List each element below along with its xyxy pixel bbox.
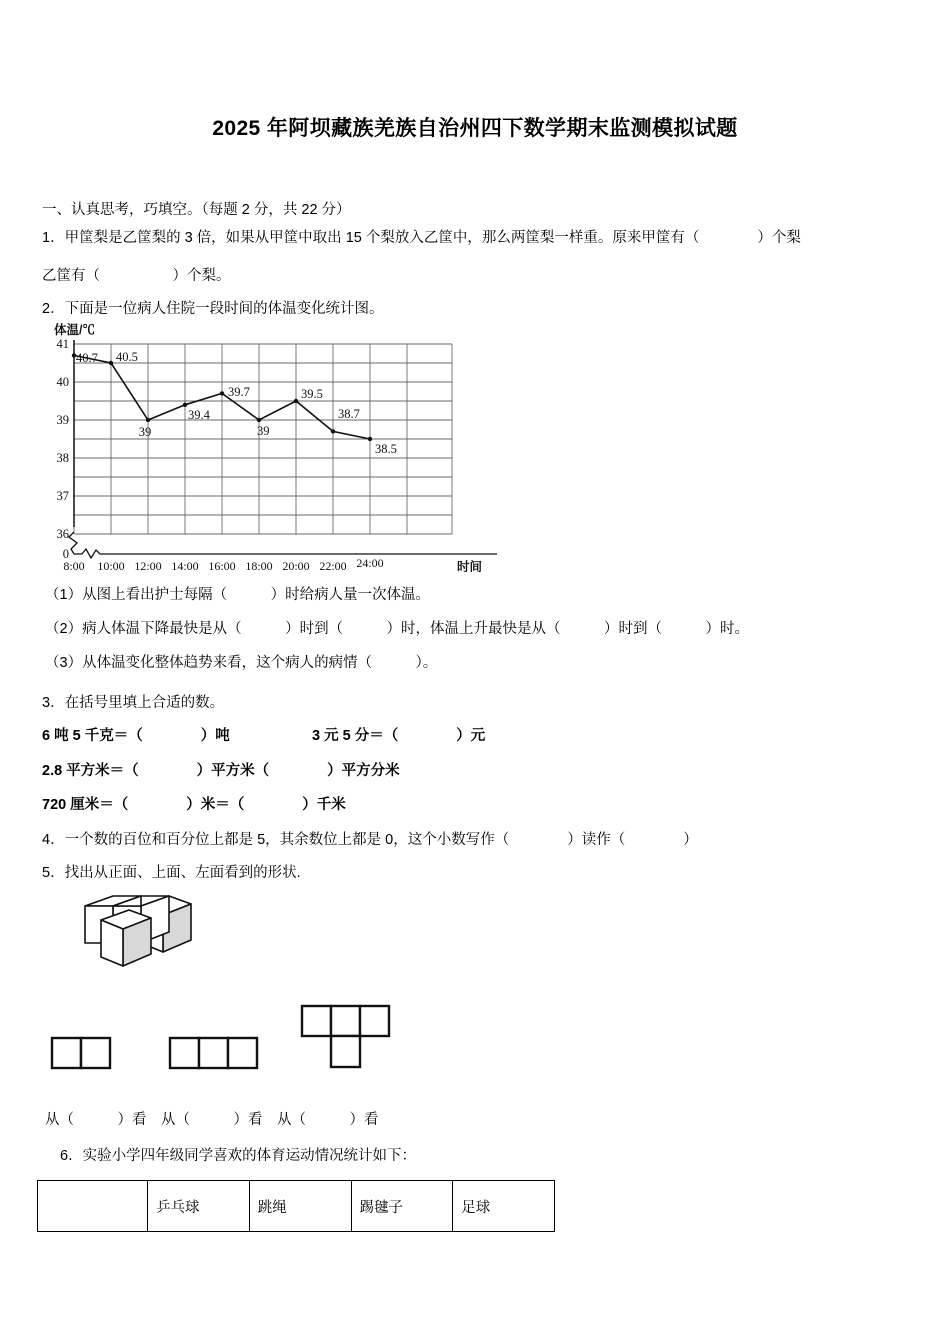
point-label-6: 39.5: [301, 387, 323, 401]
page-title: 2025 年阿坝藏族羌族自治州四下数学期末监测模拟试题: [212, 117, 738, 140]
table-header-pingpong: 乒乓球: [148, 1181, 250, 1232]
point-label-1: 40.5: [116, 350, 138, 364]
question-3-line-1a: 6 吨 5 千克＝（ ）吨: [42, 728, 230, 744]
y-tick-39: 39: [56, 413, 69, 427]
chart-x-tick-labels: [63, 556, 383, 572]
question-4-stem: 4．一个数的百位和百分位上都是 5，其余数位上都是 0，这个小数写作（ ）读作（ ）: [42, 832, 698, 848]
y-tick-38: 38: [56, 451, 69, 465]
sports-statistics-table: [37, 1180, 555, 1232]
x-tick-2: 12:00: [134, 559, 162, 572]
table-header-football: 足球: [453, 1181, 555, 1232]
chart-x-axis: [74, 549, 497, 558]
x-tick-6: 20:00: [282, 559, 310, 572]
x-tick-4: 16:00: [208, 559, 236, 572]
question-3-line-1b: 3 元 5 分＝（ ）元: [312, 728, 486, 744]
point-label-4: 39.7: [228, 385, 250, 399]
view-shape-two-squares: [50, 1036, 112, 1070]
x-tick-3: 14:00: [171, 559, 199, 572]
table-cell-corner: [38, 1181, 148, 1232]
question-3-line-2: 2.8 平方米＝（ ）平方米（ ）平方分米: [42, 763, 400, 779]
table-header-shuttlecock: 踢毽子: [351, 1181, 453, 1232]
point-label-0: 40.7: [76, 351, 98, 365]
point-label-5: 39: [257, 424, 270, 438]
question-2-sub-1: （1）从图上看出护士每隔（ ）时给病人量一次体温。: [45, 587, 431, 603]
temperature-line-chart: [42, 322, 512, 572]
x-tick-7: 22:00: [319, 559, 347, 572]
y-tick-41: 41: [56, 337, 69, 351]
chart-x-axis-title: 时间: [457, 560, 483, 572]
chart-y-axis-title: 体温/℃: [54, 323, 95, 337]
chart-grid: [74, 344, 452, 534]
chart-y-axis: [69, 340, 77, 554]
section-one-heading: 一、认真思考，巧填空。（每题 2 分，共 22 分）: [42, 202, 351, 218]
table-header-jumprope: 跳绳: [249, 1181, 351, 1232]
table-row-header: [38, 1181, 555, 1232]
question-1-line-1: 1．甲筐梨是乙筐梨的 3 倍，如果从甲筐中取出 15 个梨放入乙筐中，那么两筐梨一样重。原来甲筐有（ ）个梨: [42, 230, 801, 246]
y-tick-36: 36: [56, 527, 69, 541]
chart-y-tick-labels: [57, 337, 70, 561]
y-tick-37: 37: [56, 489, 69, 503]
question-1-line-2: 乙筐有（ ）个梨。: [42, 268, 231, 284]
question-3-line-3: 720 厘米＝（ ）米＝（ ）千米: [42, 797, 346, 813]
point-label-7: 38.7: [338, 407, 360, 421]
y-tick-40: 40: [56, 375, 69, 389]
point-label-8: 38.5: [375, 442, 397, 456]
question-5-stem: 5．找出从正面、上面、左面看到的形状.: [42, 865, 301, 881]
x-tick-8: 24:00: [356, 556, 384, 570]
x-tick-5: 18:00: [245, 559, 273, 572]
question-2-stem: 2．下面是一位病人住院一段时间的体温变化统计图。: [42, 301, 384, 317]
point-label-2: 39: [138, 425, 152, 439]
y-tick-0: 0: [62, 547, 69, 561]
question-3-stem: 3．在括号里填上合适的数。: [42, 695, 225, 711]
question-2-sub-3: （3）从体温变化整体趋势来看，这个病人的病情（ ）。: [45, 655, 438, 671]
question-6-stem: 6．实验小学四年级同学喜欢的体育运动情况统计如下：: [60, 1148, 417, 1164]
point-label-3: 39.4: [188, 408, 210, 422]
question-2-sub-2: （2）病人体温下降最快是从（ ）时到（ ）时，体温上升最快是从（ ）时到（ ）时。: [45, 621, 750, 637]
four-cube-solid-figure: [55, 888, 205, 984]
question-5-answer-line: 从（ ）看 从（ ）看 从（ ）看: [45, 1112, 379, 1128]
view-shape-t-four-squares: [300, 1004, 391, 1070]
view-shape-three-squares: [168, 1036, 259, 1070]
x-tick-0: 8:00: [63, 559, 85, 572]
x-tick-1: 10:00: [97, 559, 125, 572]
